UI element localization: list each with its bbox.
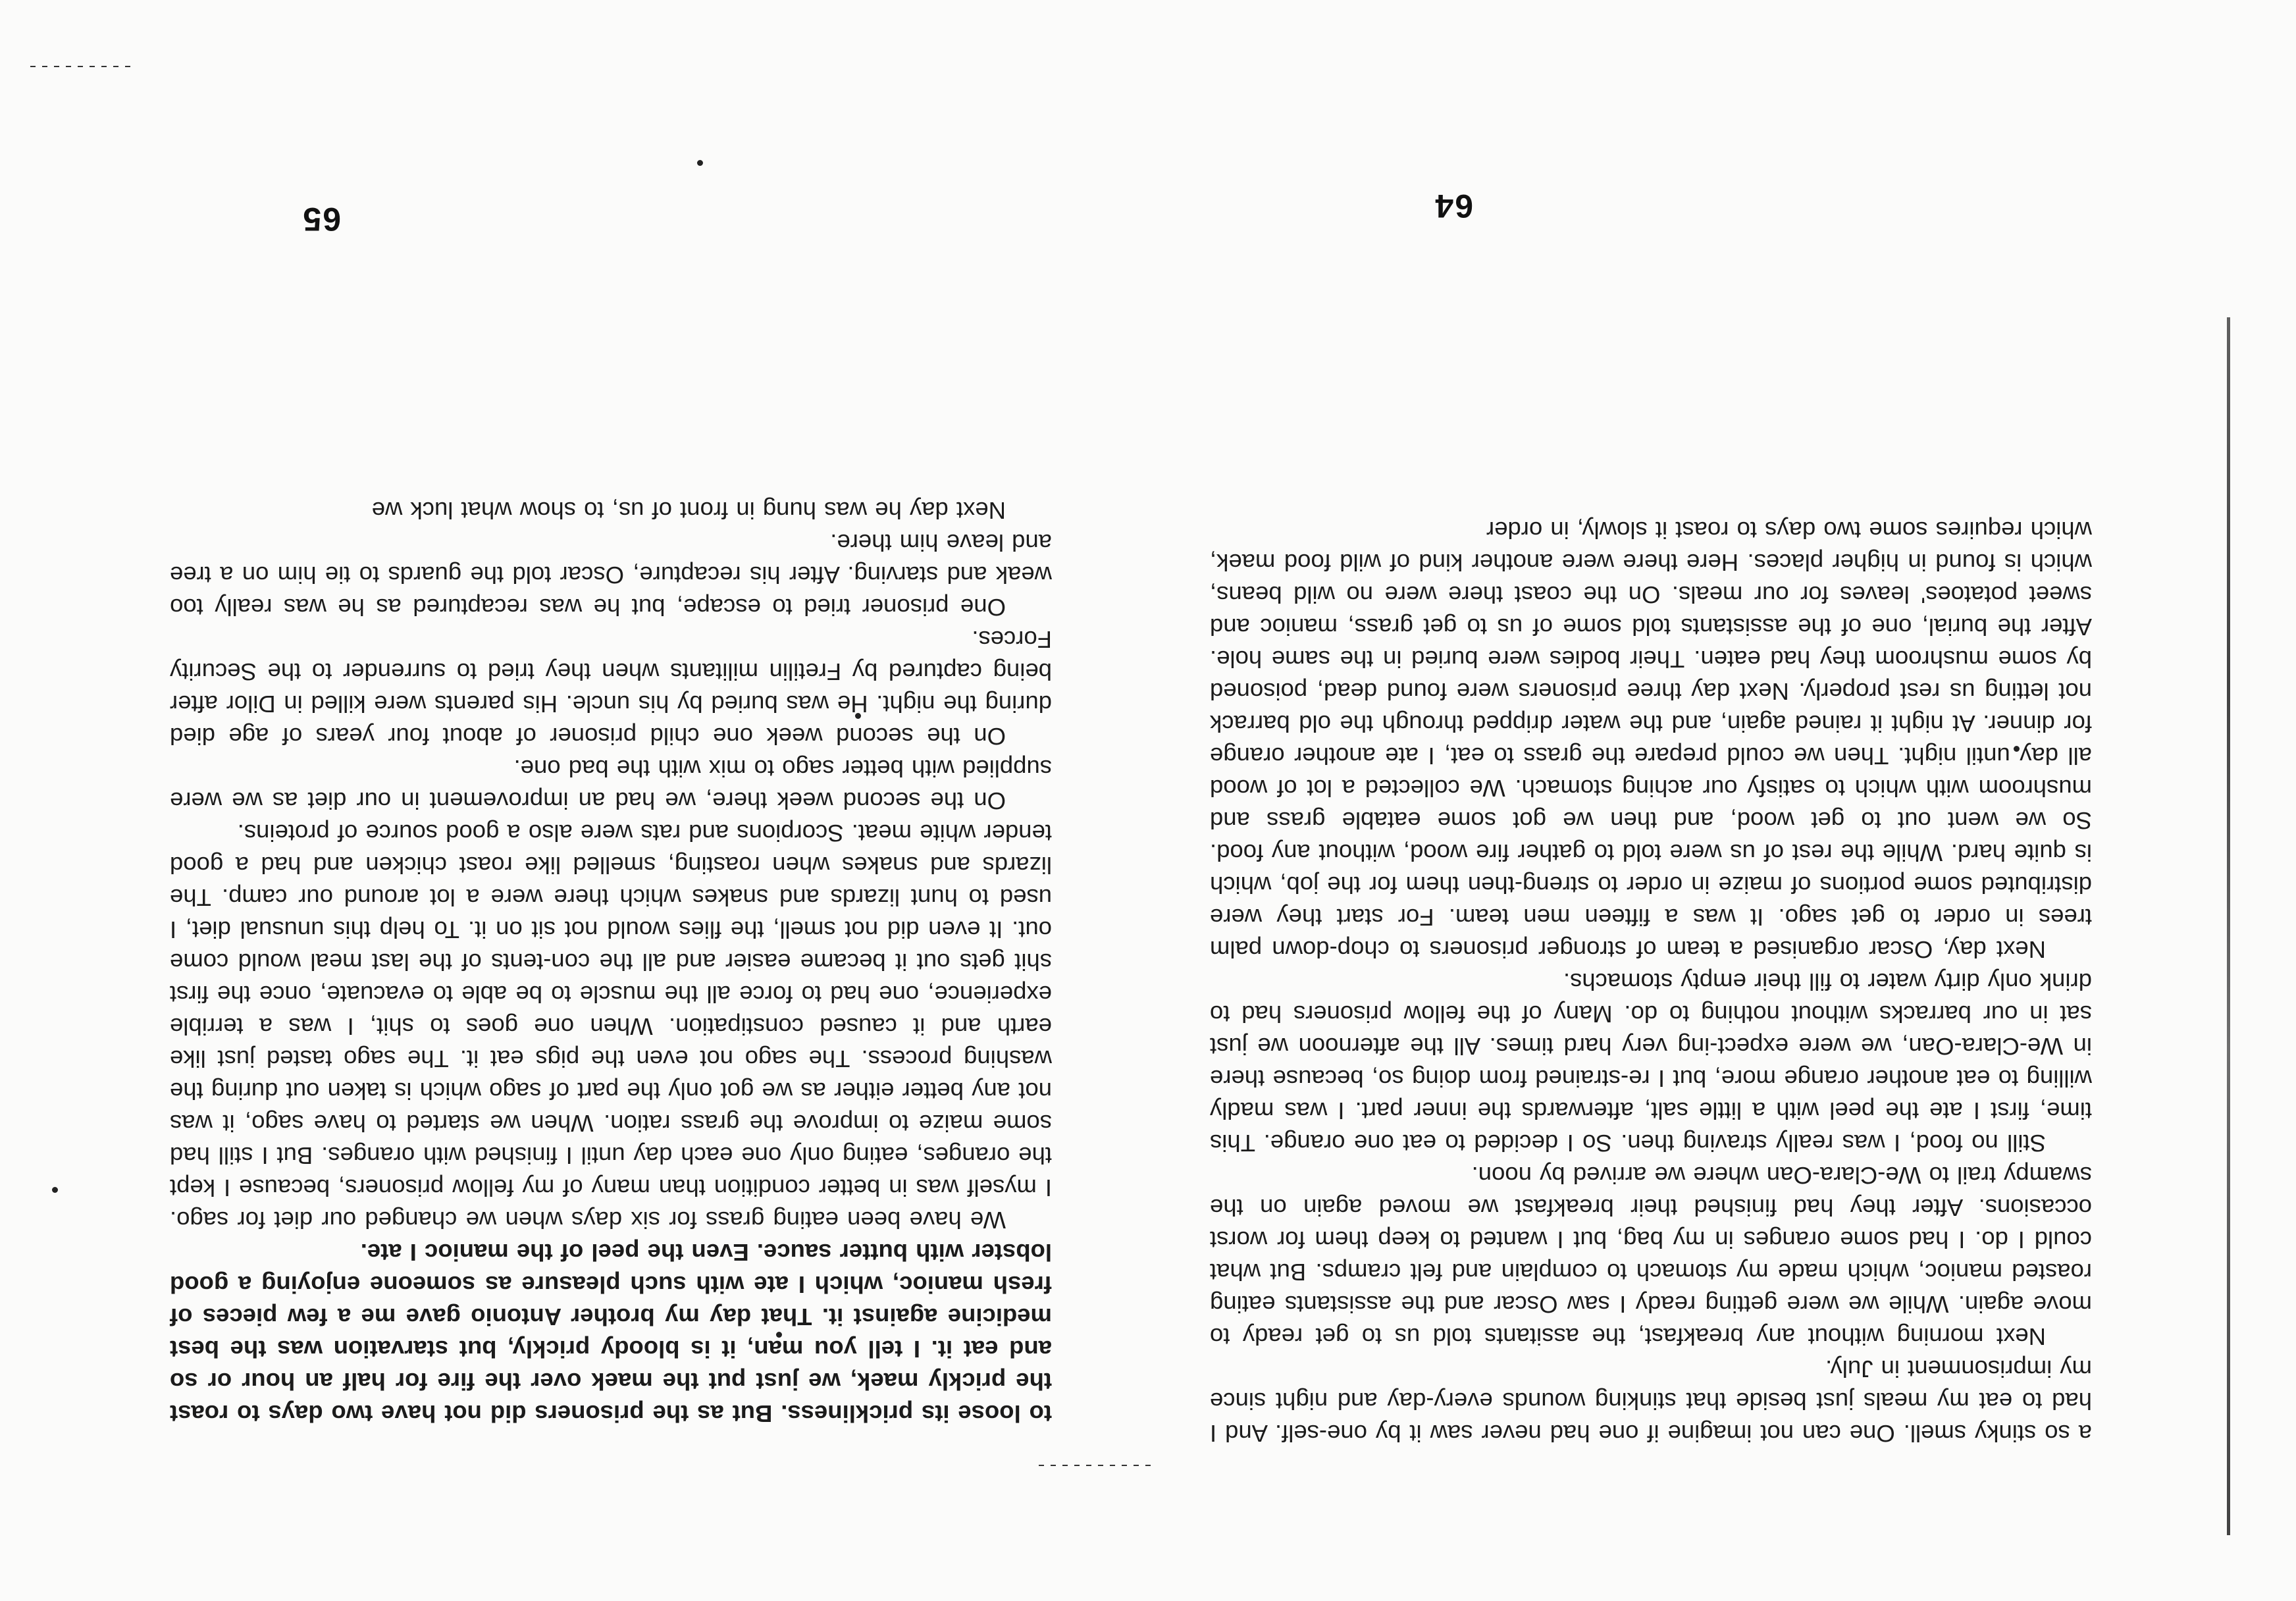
paragraph: to loose its prickliness. But as the prisoners did not have two days to roast the prickly maek, we just put the maek over the fire for half an hour or so and eat it. I tell you man, it is bloody prickly, but starvation was the best medicine against it. That day my brother Antonio gave me a few pieces of fresh manioc, which I ate with such pleasure as someone enjoying a good lobster with butter sauce. Even the peel of the manioc I ate. [170,1239,1052,1427]
book-spine-shadow [2227,317,2230,1535]
scan-artifact-speck [52,1187,58,1193]
page-65 [71,146,1058,1450]
page-number: 64 [1434,188,1473,224]
paragraph: One prisoner tried to escape, but he was recaptured as he was really too weak and starving. After his recapture, Oscar told the guards to tie him on a tree and leave him there. [170,529,1052,621]
paragraph: Still no food, I was really straving then. So I decided to eat one orange. This time, first I ate the peel with a little salt, afterwards the inner part. I was madly willing to eat another orange more, but I re-strained from doing so, because there in We-Clara-Oan, we were expect-ing very hard times. All the afternoon we just sat in our barracks without nothing to do. Many of the fellow prisoners had to drink only dirty water to fill their empty stomachs. [1210,968,2092,1157]
paragraph: Next day he was hung in front of us, to show what luck we [371,497,1006,524]
scan-artifact-line [25,66,130,67]
page-64 [1131,146,2197,1450]
paragraph: We have been eating grass for six days when we changed our diet for sago. I myself was in better condition than many of my fellow prisoners, because I kept the oranges, eating only one each day until I finished with oranges. But I still had some maize to improve the grass ration. When we started to have sago, it was not any better either as we got only the part of sago which is taken out during the washing process. The sago not even the pigs eat it. The sago tasted just like earth and it caused constipation. When one goes to shit, I was a terrible experience, one had to force all the muscle to be able to evacuate, once the first shit gets out it became easier and all the con-tents of the last meal would come out. It even did not smell, the flies would not sit on it. To help this unusual diet, I used to hunt lizards and snakes which there were a lot around our camp. The lizards and snakes when roasting, smelled like roast chicken and had a good tender white meat. Scorpions and rats were also a good source of proteins. [170,820,1052,1234]
paragraph: On the second week one child prisoner of about four years of age died during the night. He was buried by his uncle. His parents were killed in Dilor after being captured by Fretilin militants when they tried to surrender to the Security Forces. [170,626,1052,750]
paragraph: Next morning without any breakfast, the assitants told us to get ready to move again. While we were getting ready I saw Oscar and the assistants eating roasted manioc, which made my stomach to complain and felt cramps. But what could I do. I had some oranges in my bag, but I wanted to keep them for worst occasions. After they had finished their breakfast we moved again on the swampy trail to We-Clara-Oan where we arrived by noon. [1210,1162,2092,1350]
page-body-text [1210,514,2092,1450]
scan-artifact-line [1032,1465,1151,1466]
paragraph: a so stinky smell. One can not imagine if one had never saw it by one-self. And I had to eat my meals just beside that stinking wounds every-day and night since my imprisonment in July. [1210,1355,2092,1447]
page-body-text [170,494,1052,1430]
paragraph: On the second week there, we had an improvement in our diet as we were supplied with better sago to mix with the bad one. [170,755,1052,814]
paragraph: Next day, Oscar organised a team of stronger prisoners to chop-down palm trees in order to get sago. It was a fifteen men team. For start they were distributed some portions of maize in order to streng-then them for the job, which is quite hard. While the rest of us were told to gather fire wood, without any food. So we went out to get wood, and then we got some eatable grass and mushroom with which to satisfy our aching stomach. We collected a lot of wood all day until night. Then we could prepare the grass to eat, I ate another orange for dinner. At night it rained again, and the water dripped through the old barrack not letting us rest properly. Next day three prisoners were found dead, poisoned by some mushroom they had eaten. Their bodies were buried in the same hole. After the burial, one of the assistants told some of us to get grass, manioc and sweet potatoes' leaves for our meals. On the coast there were no wild beans, which is found in higher places. Here there were another kind of wild food maek, which requires some two days to roast it slowly, in order [1210,517,2092,963]
page-number: 65 [301,201,341,238]
